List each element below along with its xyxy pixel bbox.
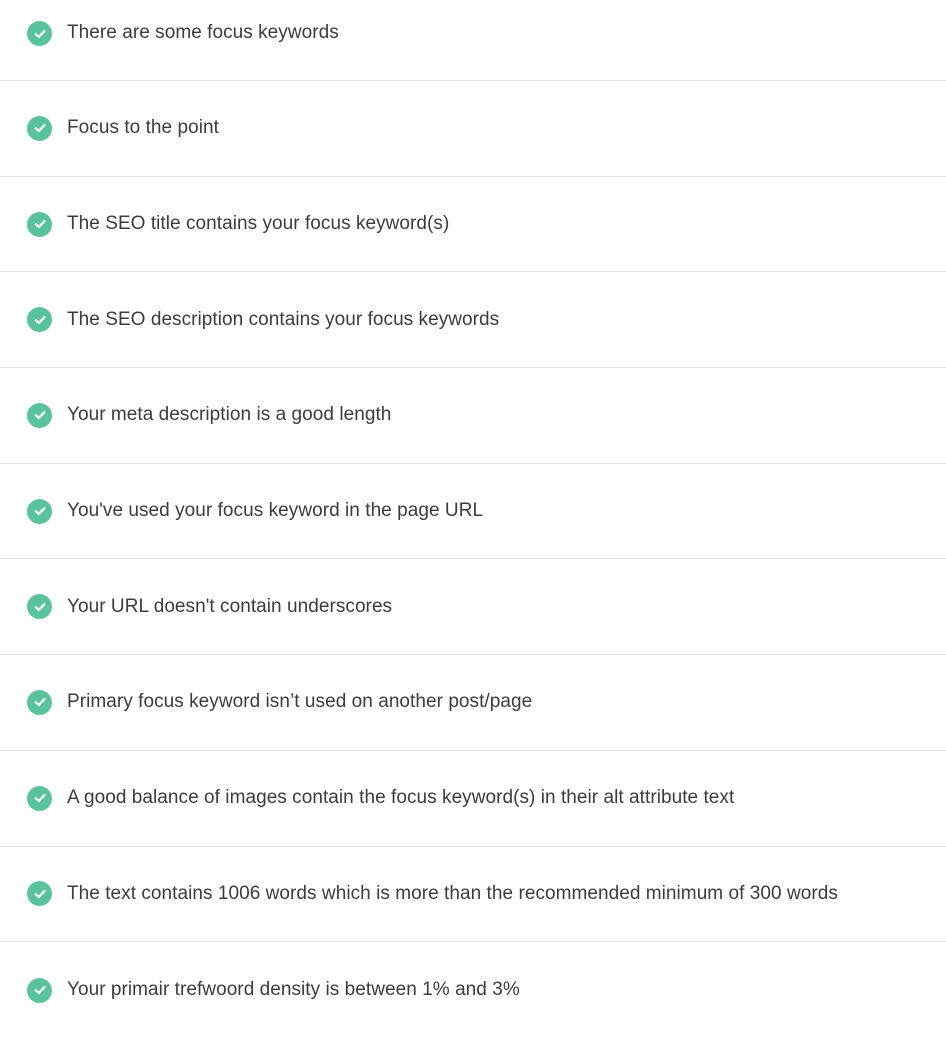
check-circle-icon [27,881,52,906]
check-text: A good balance of images contain the focus keyword(s) in their alt attribute text [67,787,735,809]
check-circle-icon [27,21,52,46]
check-circle-icon [27,594,52,619]
check-item [0,272,946,368]
check-text: You've used your focus keyword in the page URL [67,500,484,522]
check-circle-icon [27,978,52,1003]
check-circle-icon [27,307,52,332]
check-item [0,847,946,943]
check-item [0,368,946,464]
check-item [0,751,946,847]
check-text: Your meta description is a good length [67,404,392,426]
check-text: The text contains 1006 words which is more than the recommended minimum of 300 words [67,882,838,904]
check-item [0,81,946,177]
check-item [0,177,946,273]
check-text: The SEO title contains your focus keyword(s) [67,213,450,235]
check-circle-icon [27,403,52,428]
check-text: Focus to the point [67,117,219,139]
check-text: There are some focus keywords [67,22,339,43]
check-circle-icon [27,786,52,811]
check-text: Your primair trefwoord density is between 1% and 3% [67,979,520,1001]
check-circle-icon [27,116,52,141]
check-item [0,0,946,81]
check-text: Your URL doesn't contain underscores [67,595,393,617]
check-circle-icon [27,499,52,524]
check-item [0,655,946,751]
check-item [0,559,946,655]
check-item [0,464,946,560]
check-circle-icon [27,212,52,237]
check-text: The SEO description contains your focus keywords [67,308,500,330]
check-text: Primary focus keyword isn’t used on another post/page [67,691,533,713]
check-circle-icon [27,690,52,715]
